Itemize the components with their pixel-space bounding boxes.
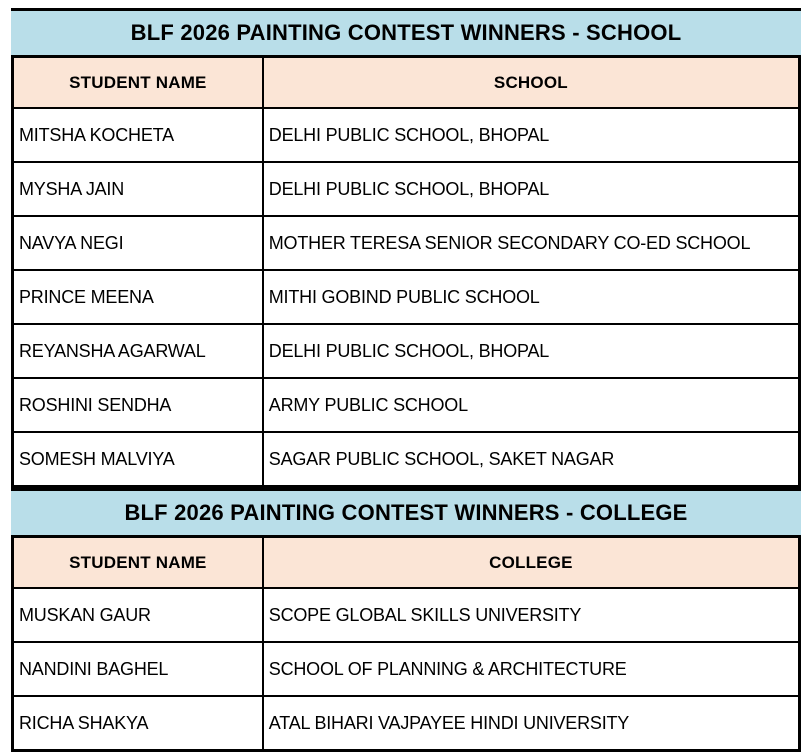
table-row (13, 162, 800, 216)
student-name-cell: RICHA SHAKYA (13, 696, 263, 751)
school-cell: ARMY PUBLIC SCHOOL (263, 378, 800, 432)
school-cell: DELHI PUBLIC SCHOOL, BHOPAL (263, 108, 800, 162)
table-row (13, 270, 800, 324)
college-winners-table (11, 535, 801, 752)
student-name-cell: ROSHINI SENDHA (13, 378, 263, 432)
school-cell: MOTHER TERESA SENIOR SECONDARY CO-ED SCHOOL (263, 216, 800, 270)
student-name-cell: MITSHA KOCHETA (13, 108, 263, 162)
school-winners-table (11, 55, 801, 488)
school-cell: DELHI PUBLIC SCHOOL, BHOPAL (263, 324, 800, 378)
table-row (13, 378, 800, 432)
student-name-cell: SOMESH MALVIYA (13, 432, 263, 487)
student-name-cell: REYANSHA AGARWAL (13, 324, 263, 378)
table-row (13, 432, 800, 487)
table-row (13, 324, 800, 378)
school-cell: SAGAR PUBLIC SCHOOL, SAKET NAGAR (263, 432, 800, 487)
table-row (13, 696, 800, 751)
student-name-cell: MYSHA JAIN (13, 162, 263, 216)
college-cell: SCOPE GLOBAL SKILLS UNIVERSITY (263, 588, 800, 642)
table-row (13, 216, 800, 270)
table-header-row (13, 57, 800, 109)
table-header-row (13, 537, 800, 589)
college-cell: ATAL BIHARI VAJPAYEE HINDI UNIVERSITY (263, 696, 800, 751)
column-header-student-name: STUDENT NAME (13, 57, 263, 109)
college-cell: SCHOOL OF PLANNING & ARCHITECTURE (263, 642, 800, 696)
table-row (13, 588, 800, 642)
student-name-cell: NANDINI BAGHEL (13, 642, 263, 696)
student-name-cell: MUSKAN GAUR (13, 588, 263, 642)
school-cell: MITHI GOBIND PUBLIC SCHOOL (263, 270, 800, 324)
school-cell: DELHI PUBLIC SCHOOL, BHOPAL (263, 162, 800, 216)
table-row (13, 642, 800, 696)
column-header-student-name: STUDENT NAME (13, 537, 263, 589)
student-name-cell: NAVYA NEGI (13, 216, 263, 270)
column-header-school: SCHOOL (263, 57, 800, 109)
section-title-school: BLF 2026 PAINTING CONTEST WINNERS - SCHOOL (11, 8, 801, 55)
column-header-college: COLLEGE (263, 537, 800, 589)
section-title-college: BLF 2026 PAINTING CONTEST WINNERS - COLLEGE (11, 488, 801, 535)
student-name-cell: PRINCE MEENA (13, 270, 263, 324)
table-row (13, 108, 800, 162)
